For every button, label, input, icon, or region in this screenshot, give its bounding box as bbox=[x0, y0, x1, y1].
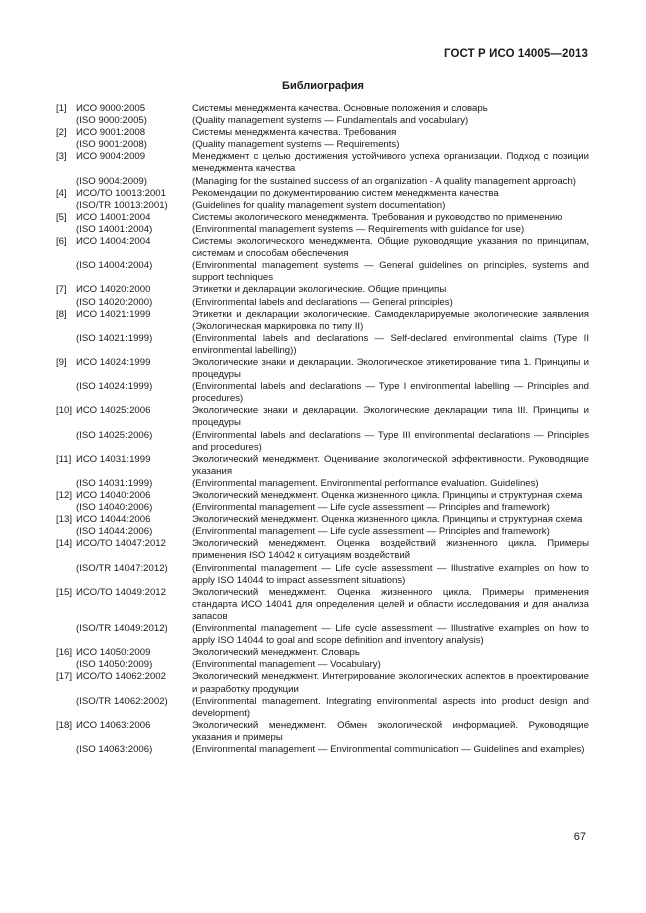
entry-title: (Environmental management — Vocabulary) bbox=[192, 659, 381, 671]
bibliography-entry bbox=[56, 115, 589, 127]
bibliography-entry bbox=[56, 538, 589, 562]
bibliography-entry bbox=[56, 103, 589, 115]
entry-standard-code: (ISO 14004:2004) bbox=[76, 260, 153, 272]
entry-standard-code: ИСО/ТО 14047:2012 bbox=[76, 538, 166, 550]
bibliography-entry bbox=[56, 563, 589, 587]
bibliography-entry bbox=[56, 478, 589, 490]
entry-title: Системы менеджмента качества. Основные положения и словарь bbox=[192, 103, 488, 114]
entry-standard-code: (ISO 14044:2006) bbox=[76, 526, 153, 538]
bibliography-entry bbox=[56, 284, 589, 296]
entry-number: [14] bbox=[56, 538, 73, 550]
entry-number bbox=[56, 200, 76, 212]
entry-title: (Environmental management — Life cycle assessment — Principles and framework) bbox=[192, 502, 550, 514]
page-number: 67 bbox=[573, 831, 586, 843]
entry-standard-code: (ISO/TR 10013:2001) bbox=[76, 199, 168, 211]
entry-standard-code: ИСО 14001:2004 bbox=[76, 211, 151, 223]
entry-title: Экологические знаки и декларации. Экологическое этикетирование типа 1. Принципы и процедуры bbox=[192, 356, 589, 381]
entry-number: [8] bbox=[56, 308, 67, 320]
entry-standard-code: (ISO 14063:2006) bbox=[76, 743, 153, 755]
entry-standard-code: ИСО 14044:2006 bbox=[76, 514, 151, 526]
bibliography-entry bbox=[56, 357, 589, 381]
bibliography-entry bbox=[56, 139, 589, 151]
entry-number bbox=[56, 430, 76, 454]
entry-standard-code: ИСО 9000:2005 bbox=[76, 103, 146, 114]
entry-title: (Managing for the sustained success of an organization - A quality management approach) bbox=[192, 175, 576, 187]
entry-number: [12] bbox=[56, 490, 73, 501]
entry-standard-code: ИСО/ТО 14062:2002 bbox=[76, 671, 166, 683]
entry-title: Этикетки и декларации экологические. Общие принципы bbox=[192, 284, 447, 296]
bibliography-entry bbox=[56, 151, 589, 175]
bibliography-entry bbox=[56, 236, 589, 260]
entry-standard-code: ИСО 14063:2006 bbox=[76, 719, 151, 731]
entry-title: Экологический менеджмент. Оценка воздействий жизненного цикла. Примеры применения ISO 14042 к ситуациям воздействий bbox=[192, 538, 589, 562]
bibliography-entry bbox=[56, 188, 589, 200]
entry-title: Рекомендации по документированию систем менеджмента качества bbox=[192, 187, 499, 199]
entry-number bbox=[56, 139, 76, 151]
entry-number bbox=[56, 502, 76, 514]
entry-title: (Environmental management — Life cycle assessment — Illustrative examples on how to apply ISO 14044 to goal and scope definition and inventory analysis) bbox=[192, 623, 589, 647]
entry-number: [1] bbox=[56, 103, 67, 114]
bibliography-entry bbox=[56, 671, 589, 695]
entry-title: Экологические знаки и декларации. Экологические декларации типа III. Принципы и процедуры bbox=[192, 405, 589, 429]
entry-standard-code: ИСО 14004:2004 bbox=[76, 236, 151, 248]
entry-number bbox=[56, 659, 76, 671]
entry-standard-code: (ISO 14050:2009) bbox=[76, 659, 153, 671]
bibliography-title: Библиография bbox=[282, 80, 364, 92]
entry-standard-code: ИСО/ТО 10013:2001 bbox=[76, 187, 166, 199]
entry-number: [2] bbox=[56, 127, 67, 139]
bibliography-entry bbox=[56, 200, 589, 212]
bibliography-entry bbox=[56, 333, 589, 357]
entry-standard-code: (ISO 14020:2000) bbox=[76, 296, 153, 308]
entry-standard-code: (ISO 14031:1999) bbox=[76, 477, 153, 489]
bibliography-entry bbox=[56, 381, 589, 405]
entry-title: (Environmental labels and declarations — Type I environmental labelling — Principles and procedures) bbox=[192, 381, 589, 405]
entry-number: [17] bbox=[56, 671, 73, 683]
entry-standard-code: ИСО 14025:2006 bbox=[76, 405, 151, 417]
entry-title: Этикетки и декларации экологические. Самодекларируемые экологические заявления (Экологическая маркировка по типу II) bbox=[192, 308, 589, 332]
bibliography-entry bbox=[56, 659, 589, 671]
entry-number bbox=[56, 478, 76, 490]
bibliography-entry bbox=[56, 514, 589, 526]
entry-number bbox=[56, 744, 76, 756]
entry-title: (Environmental management. Environmental performance evaluation. Guidelines) bbox=[192, 477, 539, 489]
entry-number bbox=[56, 696, 76, 720]
entry-standard-code: (ISO/TR 14047:2012) bbox=[76, 562, 168, 574]
entry-title: (Quality management systems — Fundamentals and vocabulary) bbox=[192, 115, 469, 127]
bibliography-entry bbox=[56, 526, 589, 538]
entry-title: Системы менеджмента качества. Требования bbox=[192, 127, 397, 139]
entry-title: (Environmental labels and declarations — Self-declared environmental claims (Type II environmental labelling)) bbox=[192, 332, 589, 356]
entry-standard-code: ИСО 9004:2009 bbox=[76, 151, 146, 163]
entry-title: Менеджмент с целью достижения устойчивого успеха организации. Подход с позиции менеджмента качества bbox=[192, 151, 589, 175]
entry-title: Экологический менеджмент. Оценивание экологической эффективности. Руководящие указания bbox=[192, 453, 589, 477]
entry-standard-code: (ISO/TR 14062:2002) bbox=[76, 695, 168, 707]
bibliography-entry bbox=[56, 502, 589, 514]
entry-title: Экологический менеджмент. Оценка жизненного цикла. Принципы и структурная схема bbox=[192, 514, 583, 526]
entry-standard-code: (ISO 14001:2004) bbox=[76, 223, 153, 235]
entry-title: Экологический менеджмент. Оценка жизненного цикла. Принципы и структурная схема bbox=[192, 490, 583, 501]
entry-number bbox=[56, 623, 76, 647]
entry-number: [7] bbox=[56, 284, 67, 296]
bibliography-entry bbox=[56, 454, 589, 478]
entry-standard-code: (ISO 9004:2009) bbox=[76, 175, 147, 187]
bibliography-entry bbox=[56, 430, 589, 454]
entry-standard-code: ИСО 9001:2008 bbox=[76, 127, 146, 139]
entry-number bbox=[56, 333, 76, 357]
entry-number: [4] bbox=[56, 187, 67, 199]
entry-number bbox=[56, 297, 76, 309]
entry-standard-code: (ISO 14025:2006) bbox=[76, 429, 153, 441]
entry-standard-code: (ISO 9000:2005) bbox=[76, 115, 147, 127]
entry-standard-code: ИСО 14021:1999 bbox=[76, 308, 151, 320]
entry-standard-code: (ISO 14024:1999) bbox=[76, 381, 153, 393]
bibliography-entry bbox=[56, 744, 589, 756]
entry-title: (Environmental management — Environmental communication — Guidelines and examples) bbox=[192, 743, 585, 755]
entry-standard-code: ИСО 14050:2009 bbox=[76, 647, 151, 659]
entry-title: Системы экологического менеджмента. Общие руководящие указания по принципам, системам и способам обеспечения bbox=[192, 236, 589, 260]
entry-number: [16] bbox=[56, 647, 73, 659]
entry-title: Системы экологического менеджмента. Требования и руководство по применению bbox=[192, 211, 563, 223]
entry-title: Экологический менеджмент. Обмен экологической информацией. Руководящие указания и примеры bbox=[192, 719, 589, 743]
bibliography-entry bbox=[56, 297, 589, 309]
entry-number bbox=[56, 115, 76, 127]
entry-standard-code: (ISO 9001:2008) bbox=[76, 139, 147, 151]
bibliography-entry bbox=[56, 405, 589, 429]
entry-title: Экологический менеджмент. Словарь bbox=[192, 647, 360, 659]
entry-title: (Environmental management — Life cycle assessment — Principles and framework) bbox=[192, 526, 550, 538]
bibliography-entry bbox=[56, 623, 589, 647]
bibliography-entry bbox=[56, 696, 589, 720]
entry-number bbox=[56, 176, 76, 188]
entry-number bbox=[56, 260, 76, 284]
entry-standard-code: ИСО 14024:1999 bbox=[76, 356, 151, 368]
bibliography-entry bbox=[56, 647, 589, 659]
bibliography-list bbox=[56, 103, 589, 756]
entry-number: [18] bbox=[56, 719, 73, 731]
entry-title: (Environmental labels and declarations — Type III environmental declarations — Principles and procedures) bbox=[192, 429, 589, 453]
entry-title: (Environmental labels and declarations — General principles) bbox=[192, 296, 453, 308]
bibliography-entry bbox=[56, 127, 589, 139]
bibliography-entry bbox=[56, 490, 589, 502]
entry-number: [3] bbox=[56, 151, 67, 163]
entry-title: (Environmental management — Life cycle assessment — Illustrative examples on how to apply ISO 14044 to impact assessment situations) bbox=[192, 562, 589, 586]
bibliography-entry bbox=[56, 176, 589, 188]
bibliography-entry bbox=[56, 309, 589, 333]
entry-number: [9] bbox=[56, 356, 67, 368]
entry-number: [5] bbox=[56, 211, 67, 223]
bibliography-entry bbox=[56, 720, 589, 744]
entry-number: [15] bbox=[56, 586, 73, 598]
entry-number bbox=[56, 563, 76, 587]
entry-standard-code: (ISO 14040:2006) bbox=[76, 502, 153, 514]
entry-standard-code: (ISO 14021:1999) bbox=[76, 332, 153, 344]
bibliography-entry bbox=[56, 224, 589, 236]
entry-number: [11] bbox=[56, 453, 72, 465]
entry-standard-code: (ISO/TR 14049:2012) bbox=[76, 623, 168, 635]
entry-standard-code: ИСО 14040:2006 bbox=[76, 490, 151, 501]
entry-title: (Quality management systems — Requirements) bbox=[192, 139, 400, 151]
entry-title: (Environmental management. Integrating environmental aspects into product design and development) bbox=[192, 695, 589, 719]
entry-title: Экологический менеджмент. Оценка жизненного цикла. Примеры применения стандарта ИСО 14041 для определения целей и области исследования и для анализа запасов bbox=[192, 586, 589, 622]
bibliography-entry bbox=[56, 260, 589, 284]
entry-standard-code: ИСО 14020:2000 bbox=[76, 284, 151, 296]
entry-title: (Guidelines for quality management system documentation) bbox=[192, 199, 446, 211]
entry-number bbox=[56, 526, 76, 538]
bibliography-entry bbox=[56, 587, 589, 623]
entry-standard-code: ИСО 14031:1999 bbox=[76, 453, 151, 465]
entry-title: (Environmental management systems — General guidelines on principles, systems and support techniques bbox=[192, 260, 589, 284]
entry-title: Экологический менеджмент. Интегрирование экологических аспектов в проектирование и разработку продукции bbox=[192, 671, 589, 695]
entry-number: [6] bbox=[56, 236, 67, 248]
bibliography-entry bbox=[56, 212, 589, 224]
document-standard-header: ГОСТ Р ИСО 14005—2013 bbox=[443, 48, 588, 60]
entry-title: (Environmental management systems — Requirements with guidance for use) bbox=[192, 223, 525, 235]
entry-number: [10] bbox=[56, 405, 73, 417]
entry-number: [13] bbox=[56, 514, 73, 526]
entry-number bbox=[56, 381, 76, 405]
entry-number bbox=[56, 224, 76, 236]
entry-standard-code: ИСО/ТО 14049:2012 bbox=[76, 586, 166, 598]
